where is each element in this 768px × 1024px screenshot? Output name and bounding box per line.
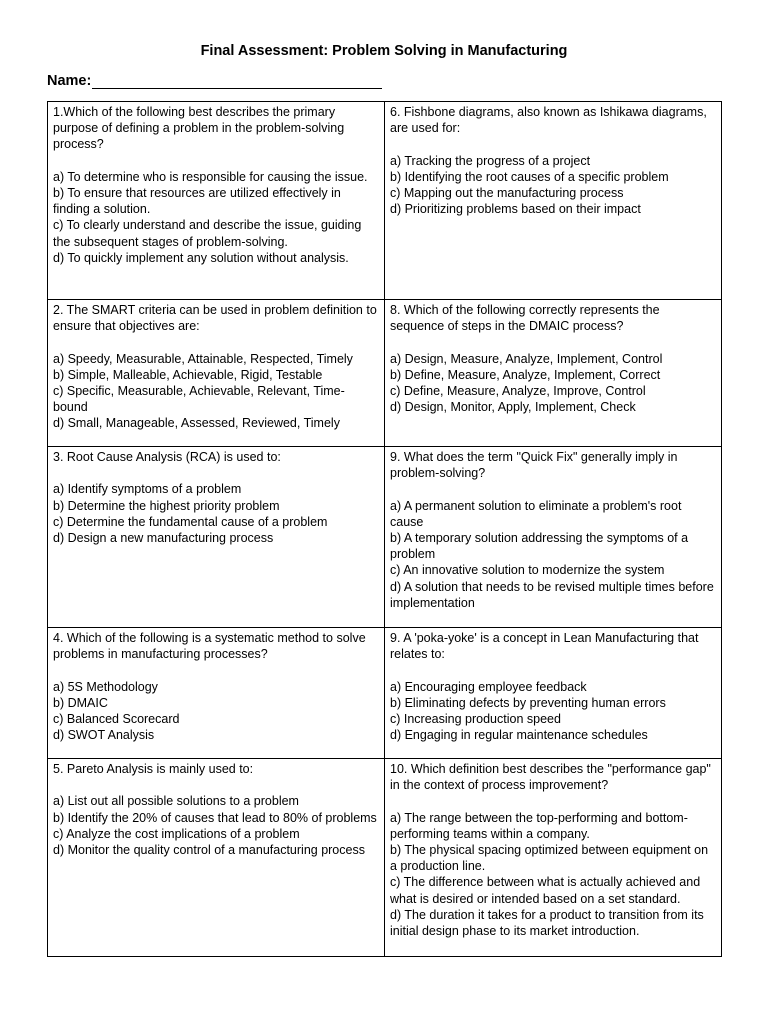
option-a: a) List out all possible solutions to a problem xyxy=(53,794,299,809)
option-d: d) Design, Monitor, Apply, Implement, Check xyxy=(390,400,636,415)
spacer xyxy=(390,662,716,678)
question-text: 5. Pareto Analysis is mainly used to: xyxy=(53,762,254,776)
option-b: b) A temporary solution addressing the symptoms of a problem xyxy=(390,531,689,562)
question-text: 9. A 'poka-yoke' is a concept in Lean Manufacturing that relates to: xyxy=(390,631,699,662)
option-d: d) Engaging in regular maintenance schedules xyxy=(390,728,648,743)
option-d: d) Small, Manageable, Assessed, Reviewed, Timely xyxy=(53,416,340,431)
option-c: c) An innovative solution to modernize the system xyxy=(390,563,665,578)
option-b: b) Eliminating defects by preventing human errors xyxy=(390,695,666,710)
option-b: b) Identify the 20% of causes that lead to 80% of problems xyxy=(53,810,377,825)
spacer xyxy=(53,662,379,678)
table-row xyxy=(48,447,722,628)
option-b: b) The physical spacing optimized between equipment on a production line. xyxy=(390,843,709,874)
spacer xyxy=(53,334,379,350)
question-cell xyxy=(385,102,722,300)
spacer xyxy=(53,777,379,793)
option-c: c) Define, Measure, Analyze, Improve, Control xyxy=(390,384,646,398)
question-text: 9. What does the term "Quick Fix" generally imply in problem-solving? xyxy=(390,450,678,481)
option-c: c) Analyze the cost implications of a problem xyxy=(53,826,300,841)
table-row xyxy=(48,628,722,759)
table-row xyxy=(48,759,722,957)
question-cell xyxy=(48,628,385,759)
question-cell xyxy=(48,300,385,447)
option-c: c) The difference between what is actually achieved and what is desired or intended based on a set standard. xyxy=(390,875,701,906)
option-c: c) Specific, Measurable, Achievable, Relevant, Time-bound xyxy=(53,384,345,415)
question-table-body xyxy=(48,102,722,957)
option-c: c) To clearly understand and describe the issue, guiding the subsequent stages of problem-solving. xyxy=(53,218,362,249)
option-a: a) Identify symptoms of a problem xyxy=(53,482,242,497)
spacer xyxy=(53,153,379,169)
question-text: 2. The SMART criteria can be used in problem definition to ensure that objectives are: xyxy=(53,303,377,334)
option-d: d) Monitor the quality control of a manufacturing process xyxy=(53,843,365,857)
option-b: b) DMAIC xyxy=(53,695,108,710)
option-a: a) A permanent solution to eliminate a problem's root cause xyxy=(390,498,682,529)
question-cell xyxy=(48,759,385,957)
question-text: 10. Which definition best describes the "performance gap" in the context of process improvement? xyxy=(390,762,711,793)
option-b: b) Identifying the root causes of a specific problem xyxy=(390,169,669,184)
document-title: Final Assessment: Problem Solving in Manufacturing xyxy=(200,43,568,59)
option-a: a) To determine who is responsible for causing the issue. xyxy=(53,169,368,184)
spacer xyxy=(390,334,716,350)
spacer xyxy=(53,465,379,481)
option-a: a) 5S Methodology xyxy=(53,679,158,694)
option-a: a) Design, Measure, Analyze, Implement, Control xyxy=(390,351,663,366)
question-text: 4. Which of the following is a systematic method to solve problems in manufacturing processes? xyxy=(53,631,366,662)
option-a: a) Speedy, Measurable, Attainable, Respected, Timely xyxy=(53,351,353,366)
question-text: 3. Root Cause Analysis (RCA) is used to: xyxy=(53,450,281,464)
question-text: 1.Which of the following best describes the primary purpose of defining a problem in the problem-solving process? xyxy=(53,105,345,152)
spacer xyxy=(390,136,716,152)
option-b: b) To ensure that resources are utilized effectively in finding a solution. xyxy=(53,186,341,217)
option-b: b) Define, Measure, Analyze, Implement, Correct xyxy=(390,367,661,382)
option-c: c) Determine the fundamental cause of a problem xyxy=(53,514,328,529)
table-row xyxy=(48,300,722,447)
option-a: a) Tracking the progress of a project xyxy=(390,153,591,168)
table-row xyxy=(48,102,722,300)
question-cell xyxy=(385,759,722,957)
question-text: 8. Which of the following correctly represents the sequence of steps in the DMAIC process? xyxy=(390,303,660,334)
spacer xyxy=(390,481,716,497)
question-text: 6. Fishbone diagrams, also known as Ishikawa diagrams, are used for: xyxy=(390,105,707,136)
option-c: c) Mapping out the manufacturing process xyxy=(390,186,624,200)
question-cell xyxy=(385,628,722,759)
option-d: d) To quickly implement any solution without analysis. xyxy=(53,250,349,265)
option-a: a) The range between the top-performing and bottom-performing teams within a company. xyxy=(390,810,688,841)
name-label: Name: xyxy=(47,73,92,89)
option-c: c) Increasing production speed xyxy=(390,712,561,726)
option-b: b) Simple, Malleable, Achievable, Rigid, Testable xyxy=(53,367,323,382)
option-b: b) Determine the highest priority problem xyxy=(53,498,280,513)
question-cell xyxy=(48,447,385,628)
question-cell xyxy=(48,102,385,300)
option-d: d) Design a new manufacturing process xyxy=(53,531,274,545)
option-d: d) The duration it takes for a product to transition from its initial design phase to its market introduction. xyxy=(390,907,704,939)
question-table xyxy=(47,101,722,957)
option-c: c) Balanced Scorecard xyxy=(53,712,180,726)
spacer xyxy=(390,793,716,809)
option-a: a) Encouraging employee feedback xyxy=(390,679,587,694)
option-d: d) SWOT Analysis xyxy=(53,728,155,743)
option-d: d) Prioritizing problems based on their impact xyxy=(390,202,641,217)
question-cell xyxy=(385,300,722,447)
question-cell xyxy=(385,447,722,628)
option-d: d) A solution that needs to be revised multiple times before implementation xyxy=(390,579,714,610)
name-blank-line xyxy=(92,74,382,89)
name-field xyxy=(47,73,382,89)
